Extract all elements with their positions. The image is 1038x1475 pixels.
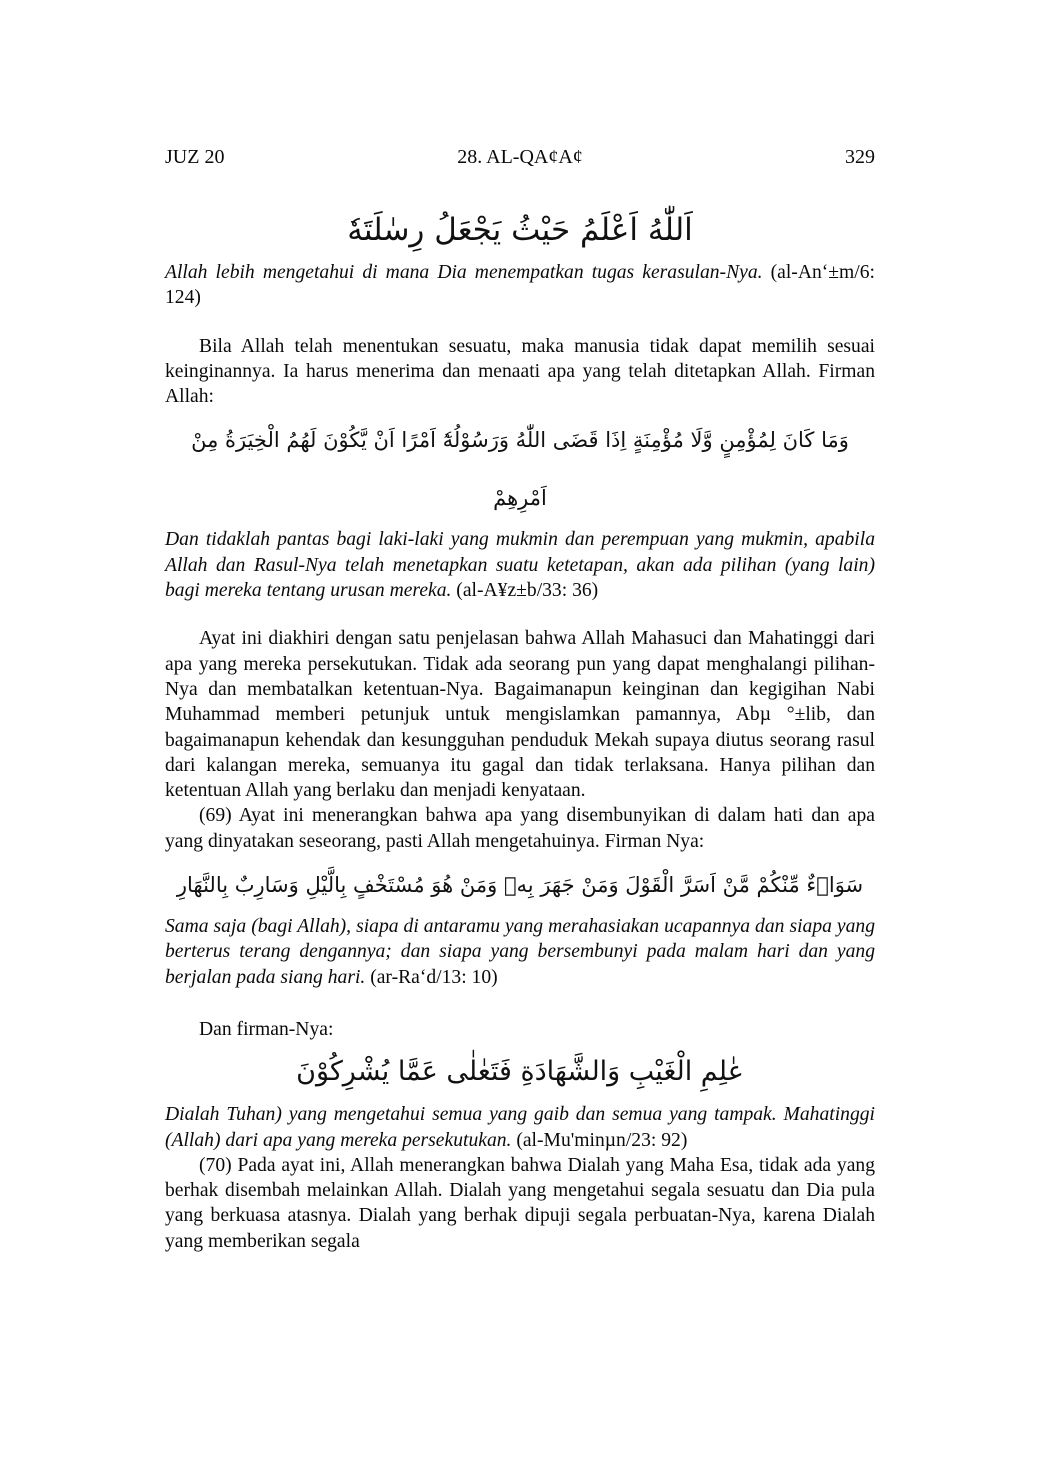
quran-translation-1 <box>165 260 875 311</box>
arabic-verse-4: عٰلِمِ الْغَيْبِ وَالشَّهَادَةِ فَتَعٰلٰى عَمَّا يُشْرِكُوْنَ <box>296 1056 744 1088</box>
body-paragraph-2: Ayat ini diakhiri dengan satu penjelasan bahwa Allah Mahasuci dan Mahatinggi dari apa yang mereka persekutukan. Tidak ada seorang pun yang dapat menghalangi pilihan-Nya dan membatalkan ketentuan-Nya. Bagaimanapun keinginan dan kegigihan Nabi Muhammad memberi petunjuk untuk mengislamkan pamannya, Abµ °±lib, dan bagaimanapun kehendak dan kesungguhan penduduk Mekah supaya diutus seorang rasul dari kalangan mereka, semuanya itu gagal dan tidak terlaksana. Hanya pilihan dan ketentuan Allah yang berlaku dan menjadi kenyataan. <box>165 628 875 802</box>
translation-text-1: Allah lebih mengetahui di mana Dia menempatkan tugas kerasulan-Nya. <box>165 262 763 283</box>
body-paragraph-3: (69) Ayat ini menerangkan bahwa apa yang disembunyikan di dalam hati dan apa yang dinyatakan seseorang, pasti Allah mengetahuinya. Firman Nya: <box>165 805 875 852</box>
verse-reference-1: (al-An‘±m/6: 124) <box>165 262 875 309</box>
body-paragraph-1: Bila Allah telah menentukan sesuatu, maka manusia tidak dapat memilih sesuai keinginannya. Ia harus menerima dan menaati apa yang telah ditetapkan Allah. Firman Allah: <box>165 335 875 408</box>
arabic-verse-3: سَوَاۤءٌ مِّنْكُمْ مَّنْ اَسَرَّ الْقَوْلَ وَمَنْ جَهَرَ بِهٖ وَمَنْ هُوَ مُسْتَخْفٍ بِالَّيْلِ وَسَارِبٌ بِالنَّهَارِ <box>176 873 864 898</box>
translation-text-3: Sama saja (bagi Allah), siapa di antaramu yang merahasiakan ucapannya dan siapa yang berterus terang dengannya; dan siapa yang bersembunyi pada malam hari dan yang berjalan pada siang hari. <box>165 916 875 988</box>
body-paragraph-5: (70) Pada ayat ini, Allah menerangkan bahwa Dialah yang Maha Esa, tidak ada yang berhak disembah melainkan Allah. Dialah yang mengetahui segala sesuatu dan Dia pula yang berkuasa atasnya. Dialah yang berhak dipuji segala perbuatan-Nya, karena Dialah yang memberikan segala <box>165 1154 875 1252</box>
juz-label: JUZ 20 <box>165 146 225 168</box>
verse-reference-2: (al-A¥z±b/33: 36) <box>451 580 599 602</box>
quran-translation-2 <box>165 527 875 603</box>
surah-title: 28. AL-QA¢A¢ <box>457 146 583 168</box>
quran-translation-3 <box>165 914 875 990</box>
translation-text-4: Dialah Tuhan) yang mengetahui semua yang gaib dan semua yang tampak. Mahatinggi (Allah) dari apa yang mereka persekutukan. <box>165 1104 875 1151</box>
translation-text-2: Dan tidaklah pantas bagi laki-laki yang mukmin dan perempuan yang mukmin, apabila Allah dan Rasul-Nya telah menetapkan suatu ketetapan, akan ada pilihan (yang lain) bagi mereka tentang urusan mereka. <box>165 529 875 602</box>
page-header <box>165 146 875 168</box>
verse-reference-4: (al-Mu'minµn/23: 92) <box>511 1129 688 1151</box>
arabic-verse-1: اَللّٰهُ اَعْلَمُ حَيْثُ يَجْعَلُ رِسٰلَتَهٗ <box>347 212 693 248</box>
verse-reference-3: (ar-Ra‘d/13: 10) <box>365 966 498 988</box>
arabic-verse-2: وَمَا كَانَ لِمُؤْمِنٍ وَّلَا مُؤْمِنَةٍ اِذَا قَضَى اللّٰهُ وَرَسُوْلُهٗٓ اَمْرًا اَنْ يَّكُوْنَ لَهُمُ الْخِيَرَةُ مِنْ اَمْرِهِمْ <box>191 428 849 511</box>
quran-translation-4 <box>165 1102 875 1153</box>
firman-lead-in: Dan firman-Nya: <box>199 1018 334 1040</box>
page-number: 329 <box>845 146 876 168</box>
